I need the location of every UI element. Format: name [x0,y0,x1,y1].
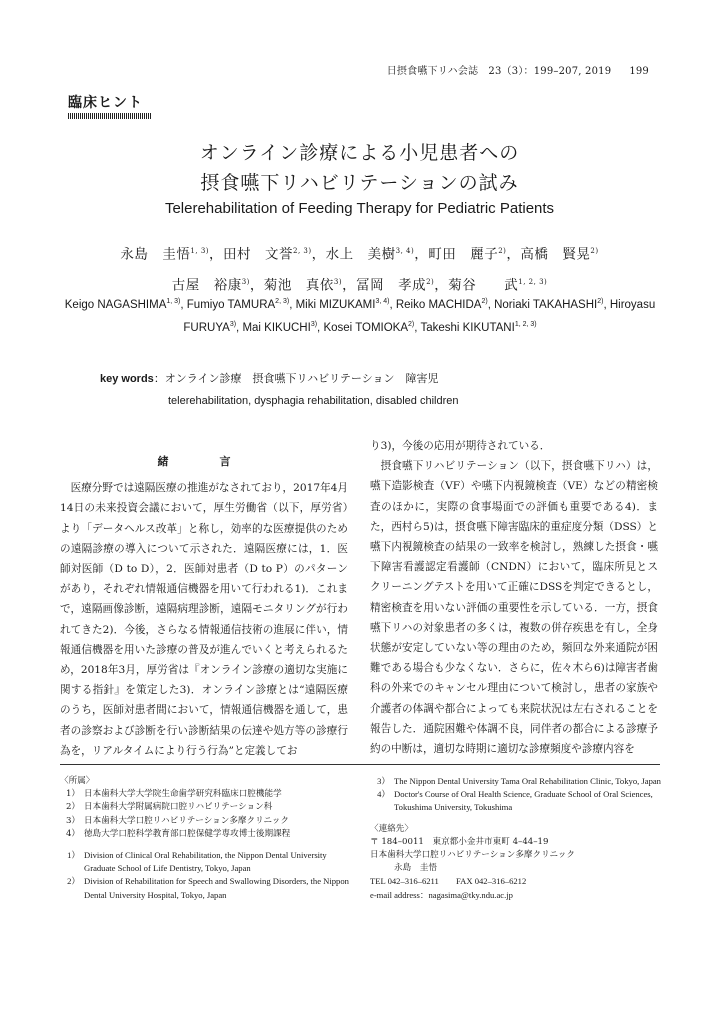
affiliation-text: 日本歯科大学附属病院口腔リハビリテーション科 [84,802,273,813]
author-name-en: Kosei TOMIOKA [323,321,409,334]
keywords-block [100,368,458,412]
affiliation-number: 1） [65,789,80,800]
affiliation-text: Division of Rehabilitation for Speech and Swallowing Disorders, the Nippon Dental University Hospital, Tokyo, Japan [84,876,349,900]
contact-organization: 日本歯科大学口腔リハビリテーション多摩クリニック [370,850,575,861]
affiliation-heading: 〈所属〉 [60,776,95,786]
author-name-en: Takeshi KIKUTANI [420,321,515,334]
affiliation-text: Division of Clinical Oral Rehabilitation, the Nippon Dental University Graduate School of Life Dentistry, Tokyo, Japan [84,850,327,874]
section-heading-introduction: 緒 言 [157,455,251,468]
affiliation-text: The Nippon Dental University Tama Oral Rehabilitation Clinic, Tokyo, Japan [394,776,661,786]
author-name-jp: 町田 麗子 [428,246,499,263]
affiliation-item-jp [60,828,350,841]
affiliation-item-en [370,775,665,788]
author-affiliation-marker: 1, 2, 3) [514,320,537,328]
author-name-en: Fumiyo TAMURA [186,298,276,311]
contact-heading: 〈連絡先〉 [370,823,413,834]
authors-japanese [0,238,719,299]
section-label: 臨床ヒント [68,95,143,111]
affiliation-number: 4） [65,828,80,839]
footnote-spacer [60,841,350,849]
affiliation-text: 日本歯科大学大学院生命歯学研究科臨床口腔機能学 [84,789,282,800]
body-paragraph: り3)，今後の応用が期待されている． [370,440,551,452]
author-affiliation-marker: 3) [241,277,250,286]
author-affiliation-marker: 2, 3) [293,247,312,255]
author-affiliation-marker: 2, 3) [275,298,290,305]
author-name-en: Mai KIKUCHI [242,321,311,334]
author-affiliation-marker: 2) [426,277,435,286]
title-english: Telerehabilitation of Feeding Therapy for Pediatric Patients [164,200,555,217]
section-label-rule [68,113,152,119]
author-affiliation-marker: 3) [229,320,237,328]
affiliation-text: 日本歯科大学口腔リハビリテーション多摩クリニック [84,815,289,826]
author-name-jp: 高橋 賢晃 [520,246,591,263]
author-affiliation-marker: 3) [310,320,318,328]
title-japanese [0,138,719,198]
affiliation-number: 4） [377,789,390,800]
author-affiliation-marker: 3) [333,277,343,286]
footnote-divider [60,764,660,765]
contact-address: 〒 184–0011 東京都小金井市東町 4–44–19 [370,836,549,847]
contact-tel-fax: TEL 042–316–6211 FAX 042–316–6212 [370,876,527,887]
affiliation-item-en [370,788,665,814]
affiliation-number: 2） [65,802,80,813]
author-affiliation-marker: 2) [597,298,604,305]
affiliation-text: 徳島大学口腔科学教育部口腔保健学専攻博士後期課程 [84,828,291,839]
authors-jp-line-1: 永島 圭悟$^{1, 3)}$，田村 文誉$^{2, 3)}$，水上 美樹$^{3, 4)}$，町田 麗子$^{2)}$，高橋 賢晃$^{2)}$ [120,246,599,263]
running-header [387,62,649,77]
authors-jp-line-2: 古屋 裕康$^{3)}$，菊池 真依$^{3)}$，冨岡 孝成$^{2)}$，菊谷 武$^{1, 2, 3)}$ [171,277,548,293]
contact-email: e-mail address：nagasima@tky.ndu.ac.jp [370,889,513,900]
author-affiliation-marker: 2) [498,247,507,255]
affiliation-item-en [60,849,350,875]
affiliation-number: 3） [65,815,80,826]
title-jp-line-2: 摂食嚥下リハビリテーションの試み [200,172,519,194]
author-name-en: Keigo NAGASHIMA [64,298,167,311]
affiliations-right [370,775,665,902]
affiliation-number: 2） [67,876,80,887]
author-affiliation-marker: 2) [481,298,488,305]
page-number: 199 [629,66,649,77]
author-name-en: Hiroyasu FURUYA [183,298,656,334]
author-affiliation-marker: 3, 4) [375,298,390,305]
title-jp-line-1: オンライン診療による小児患者への [199,142,520,164]
body-column-right [370,436,658,759]
author-name-en: Miki MIZUKAMI [295,298,376,311]
author-name-en: Reiko MACHIDA [395,298,482,311]
author-name-jp: 古屋 裕康 [171,277,242,293]
author-name-jp: 菊池 真依 [263,277,334,293]
body-column-left [60,446,348,761]
footnote-spacer [370,815,665,823]
author-name-jp: 永島 圭悟 [120,246,191,263]
body-paragraph: 医療分野では遠隔医療の推進がなされており，2017年4月14日の未来投資会議において，厚生労働省（以下，厚労省）より「データヘルス改革」と称し，効率的な医療提供のための遠隔診療の導入について示された．遠隔医療には，1．医師対医師（D to D），2．医師対患者（D to P）のパターンがあり，それぞれ情報通信機器を用いて行われる1)．これまで，遠隔画像診断，遠隔病理診断，遠隔モニタリングが行われてきた2)．今後，さらなる情報通信技術の進展に伴い，情報通信機器を用いた診療の普及が進んでいくと考えられるため，2018年3月，厚労省は『オンライン診療の適切な実施に関する指針』を策定した3)．オンライン診療とは“遠隔医療のうち，医師対患者間において，情報通信機器を通して，患者の診察および診断を行い診断結果の伝達や処方等の診療行為を，リアルタイムにより行う行為”と定義してお [60,482,348,757]
affiliation-text: Doctor's Course of Oral Health Science, Graduate School of Oral Sciences, Tokushima University, Tokushima [394,789,653,813]
authors-english: Keigo NAGASHIMA$^{1, 3)}$, Fumiyo TAMURA$^{2, 3)}$, Miki MIZUKAMI$^{3, 4)}$, Reiko MACHIDA$^{2)}$, Noriaki TAKAHASHI$^{2)}$, Hiroyasu FURUYA$^{3)}$, Mai KIKUCHI$^{3)}$, Kosei TOMIOKA$^{2)}$, Takeshi KIKUTANI$^{1, 2, 3)}$ [64,298,656,334]
affiliation-number: 1） [67,850,80,861]
author-name-jp: 菊谷 武 [448,277,519,293]
author-affiliation-marker: 1, 3) [166,298,181,305]
affiliations-left [60,775,350,902]
affiliation-number: 3） [377,776,390,786]
author-affiliation-marker: 3, 4) [395,247,415,255]
keywords-japanese: ：オンライン診療 摂食嚥下リハビリテーション 障害児 [153,372,439,385]
affiliation-item-en [60,875,350,901]
keywords-label: key words [100,373,154,385]
journal-citation: 日摂食嚥下リハ会誌 23（3）：199–207, 2019 [386,66,612,77]
author-affiliation-marker: 1, 2, 3) [518,277,548,286]
keywords-english: telerehabilitation, dysphagia rehabilitation, disabled children [168,395,459,407]
contact-person: 永島 圭悟 [394,863,437,874]
author-name-jp: 田村 文誉 [223,246,294,263]
author-affiliation-marker: 1, 3) [190,247,210,255]
author-affiliation-marker: 2) [590,247,599,255]
body-paragraph: 摂食嚥下リハビリテーション（以下，摂食嚥下リハ）は，嚥下造影検査（VF）や嚥下内視鏡検査（VE）などの精密検査のほかに，実際の食事場面での評価も重要である4)．また，西村ら5)は，摂食嚥下障害臨床的重症度分類（DSS）と嚥下内視鏡検査の結果の一致率を検討し，熟練した摂食・嚥下障害看護認定看護師（CNDN）において，臨床所見とスクリーニングテストを用いて正確にDSSを判定できるとし，精密検査を用いない評価の重要性を示している．一方，摂食嚥下リハの対象患者の多くは，複数の併存疾患を有し，全身状態が安定していない等の理由のため，頻回な外来通院が困難である場合も少なくない．さらに，佐々木ら6)は障害者歯科の外来でのキャンセル理由について検討し，患者の家族や介護者の体調や都合によっても来院状況は左右されることを報告した．通院困難や体調不良，同伴者の都合による診療予約の中断は，適切な時期に適切な診療頻度や診療内容を [370,460,658,756]
author-name-en: Noriaki TAKAHASHI [494,298,598,311]
affiliation-item-jp [60,801,350,814]
affiliation-item-jp [60,815,350,828]
author-name-jp: 水上 美樹 [325,246,396,263]
author-affiliation-marker: 2) [408,320,415,328]
affiliation-item-jp [60,788,350,801]
author-name-jp: 冨岡 孝成 [356,277,427,293]
